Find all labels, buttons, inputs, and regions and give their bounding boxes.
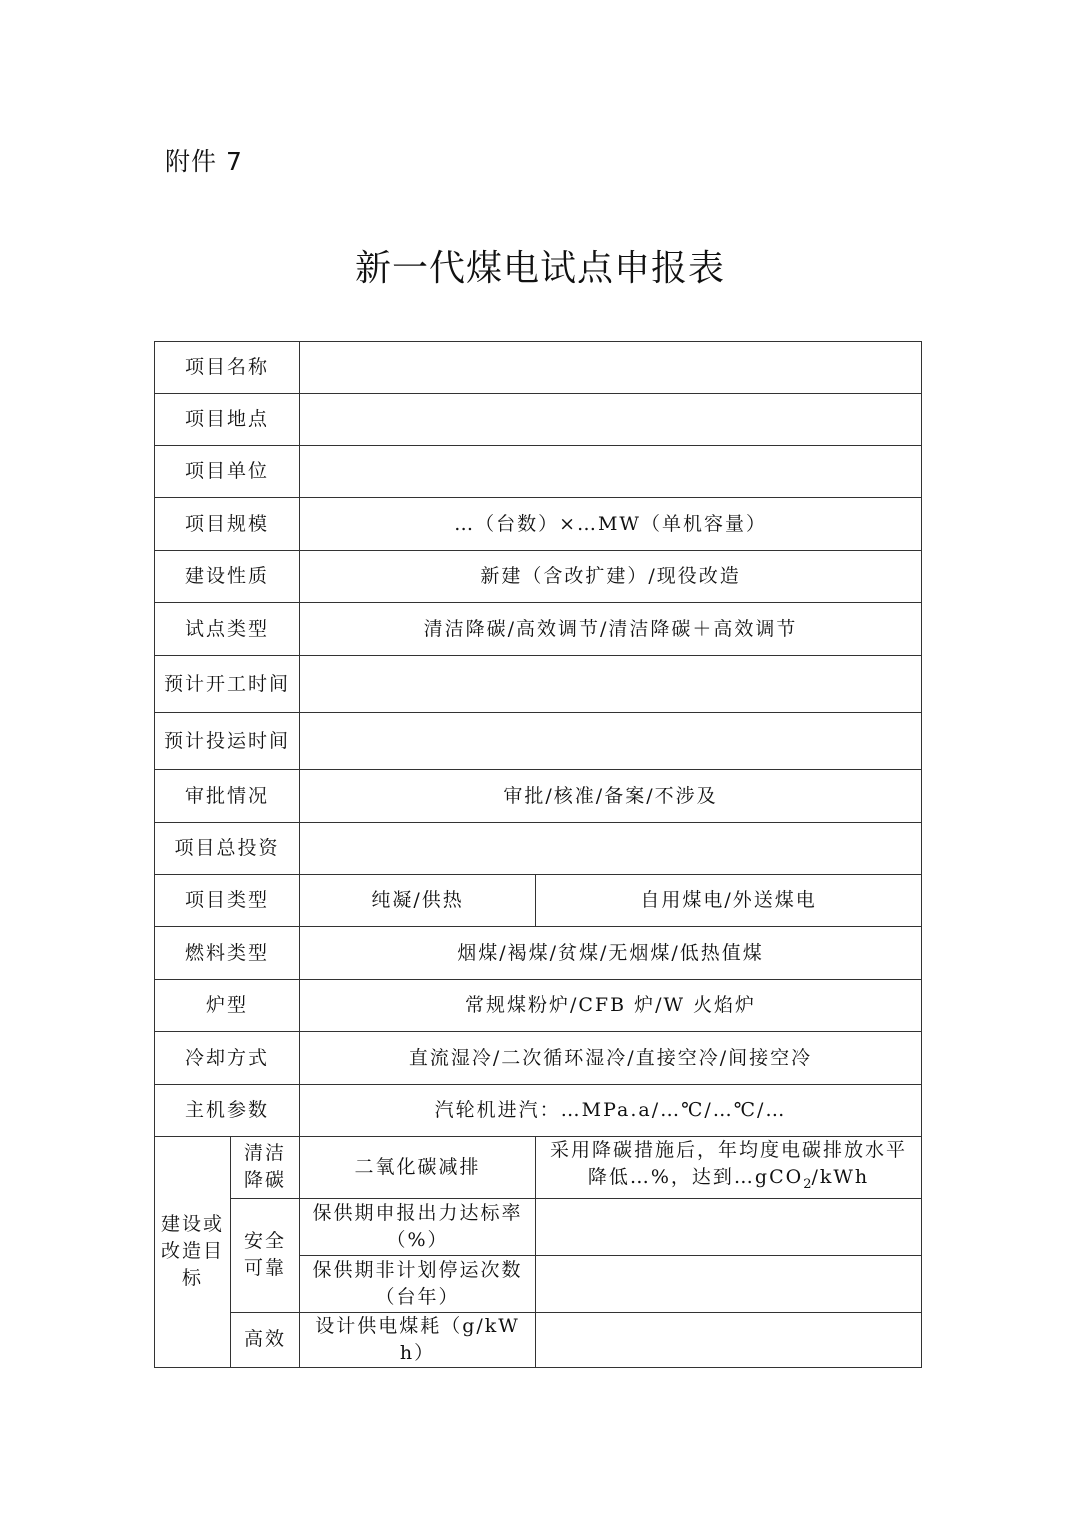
row-planned-start (155, 656, 922, 713)
label-construction-targets: 建设或改造目标 (155, 1137, 231, 1368)
row-main-parameters (155, 1085, 922, 1137)
field-planned-operation[interactable] (300, 713, 922, 770)
row-construction-nature (155, 551, 922, 603)
row-project-name (155, 342, 922, 394)
row-project-unit (155, 446, 922, 498)
field-co2-reduction[interactable] (536, 1137, 922, 1199)
label-unplanned-outages: 保供期非计划停运次数（台年） (300, 1255, 536, 1312)
label-efficiency: 高效 (231, 1312, 300, 1367)
row-project-location (155, 394, 922, 446)
field-project-type-condensing[interactable]: 纯凝/供热 (300, 875, 536, 927)
field-pilot-type[interactable]: 清洁降碳/高效调节/清洁降碳＋高效调节 (300, 603, 922, 656)
field-planned-start[interactable] (300, 656, 922, 713)
field-project-scale[interactable]: …（台数）×…MW（单机容量） (300, 498, 922, 551)
co2-subscript: 2 (803, 1176, 812, 1192)
row-total-investment (155, 823, 922, 875)
attachment-label: 附件 7 (165, 147, 243, 176)
field-cooling-method[interactable]: 直流湿冷/二次循环湿冷/直接空冷/间接空冷 (300, 1032, 922, 1085)
form-title: 新一代煤电试点申报表 (354, 248, 725, 289)
label-project-type: 项目类型 (155, 875, 300, 927)
label-planned-start: 预计开工时间 (155, 656, 300, 713)
label-project-scale: 项目规模 (155, 498, 300, 551)
label-project-location: 项目地点 (155, 394, 300, 446)
field-total-investment[interactable] (300, 823, 922, 875)
field-output-compliance-rate[interactable] (536, 1198, 922, 1255)
row-project-type (155, 875, 922, 927)
row-planned-operation (155, 713, 922, 770)
label-approval-status: 审批情况 (155, 770, 300, 823)
row-project-scale (155, 498, 922, 551)
label-pilot-type: 试点类型 (155, 603, 300, 656)
label-planned-operation: 预计投运时间 (155, 713, 300, 770)
label-co2-reduction: 二氧化碳减排 (300, 1137, 536, 1199)
label-coal-consumption: 设计供电煤耗（g/kWh） (300, 1312, 536, 1367)
label-clean-carbon: 清洁降碳 (231, 1137, 300, 1199)
row-pilot-type (155, 603, 922, 656)
field-project-name[interactable] (300, 342, 922, 394)
field-project-location[interactable] (300, 394, 922, 446)
co2-unit: /kWh (811, 1166, 870, 1188)
field-fuel-type[interactable]: 烟煤/褐煤/贫煤/无烟煤/低热值煤 (300, 927, 922, 980)
label-furnace-type: 炉型 (155, 980, 300, 1032)
field-approval-status[interactable]: 审批/核准/备案/不涉及 (300, 770, 922, 823)
field-unplanned-outages[interactable] (536, 1255, 922, 1312)
field-coal-consumption[interactable] (536, 1312, 922, 1367)
label-fuel-type: 燃料类型 (155, 927, 300, 980)
label-main-parameters: 主机参数 (155, 1085, 300, 1137)
label-project-unit: 项目单位 (155, 446, 300, 498)
label-project-name: 项目名称 (155, 342, 300, 394)
label-construction-nature: 建设性质 (155, 551, 300, 603)
co2-reduction-text: 采用降碳措施后，年均度电碳排放水平降低…%，达到…gCO (550, 1139, 908, 1188)
row-approval-status (155, 770, 922, 823)
row-target-clean (155, 1137, 922, 1199)
row-target-safety-rate (155, 1198, 922, 1255)
row-target-efficiency (155, 1312, 922, 1367)
row-fuel-type (155, 927, 922, 980)
field-project-unit[interactable] (300, 446, 922, 498)
label-total-investment: 项目总投资 (155, 823, 300, 875)
field-project-type-usage[interactable]: 自用煤电/外送煤电 (536, 875, 922, 927)
row-cooling-method (155, 1032, 922, 1085)
application-form-table (154, 341, 922, 1368)
label-safety-reliability: 安全可靠 (231, 1198, 300, 1312)
field-furnace-type[interactable]: 常规煤粉炉/CFB 炉/W 火焰炉 (300, 980, 922, 1032)
label-cooling-method: 冷却方式 (155, 1032, 300, 1085)
field-construction-nature[interactable]: 新建（含改扩建）/现役改造 (300, 551, 922, 603)
field-main-parameters[interactable]: 汽轮机进汽：…MPa.a/…℃/…℃/… (300, 1085, 922, 1137)
label-output-compliance-rate: 保供期申报出力达标率（%） (300, 1198, 536, 1255)
row-furnace-type (155, 980, 922, 1032)
